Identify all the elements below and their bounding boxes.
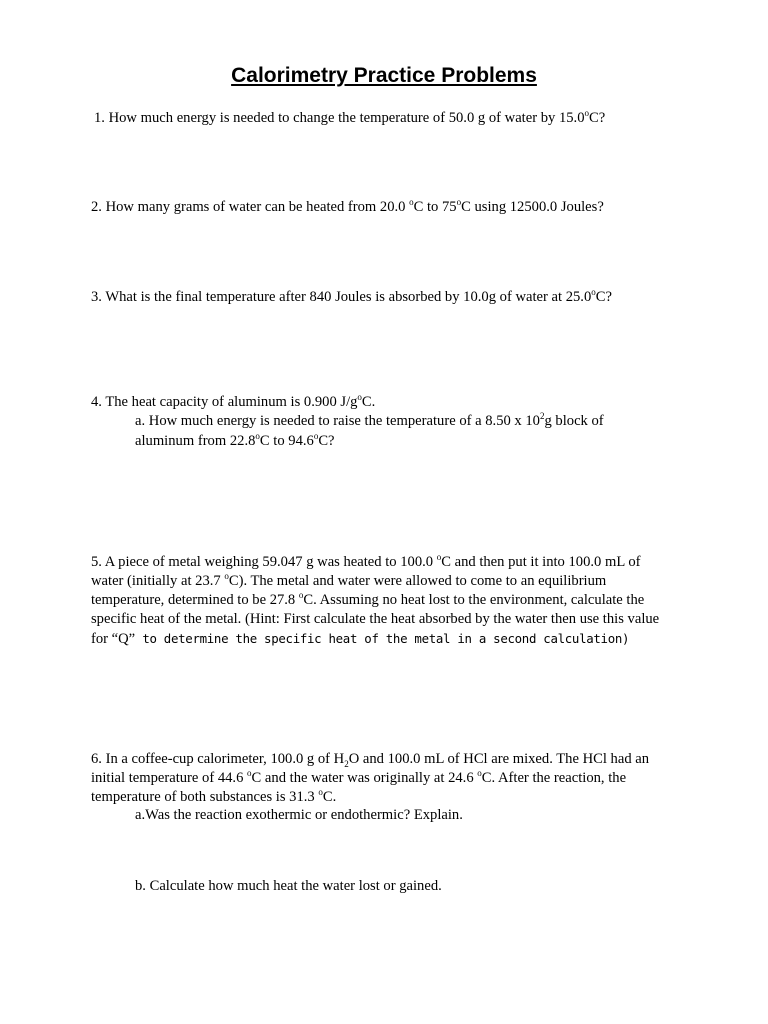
question-6a: a.Was the reaction exothermic or endothermic? Explain. [135, 807, 463, 823]
degree-mark: o [318, 787, 323, 798]
subscript-mark: 2 [344, 758, 349, 769]
question-2-text: C using 12500.0 Joules? [461, 199, 604, 215]
question-5-line-1 [91, 553, 768, 572]
question-6b: b. Calculate how much heat the water lost or gained. [135, 878, 442, 894]
question-2-text: C to 75 [413, 199, 457, 215]
question-6-text: temperature of both substances is 31.3 [91, 789, 319, 805]
question-3-text: C? [595, 289, 612, 305]
question-4a-line-1 [135, 412, 768, 431]
question-5-line-4: specific heat of the metal. (Hint: First calculate the heat absorbed by the water then use this value [91, 611, 660, 627]
question-5-text: water (initially at 23.7 [91, 573, 225, 589]
question-5-hint-text: to determine the specific heat of the metal in a second calculation) [135, 631, 630, 646]
question-4a-text: g block of [544, 413, 604, 429]
question-3-text: 3. What is the final temperature after 840 Joules is absorbed by 10.0g of water at 25.0 [91, 289, 592, 305]
degree-mark: o [247, 768, 252, 779]
question-6-line-3 [91, 788, 768, 807]
degree-mark: o [298, 590, 304, 601]
question-4a-text: C to 94.6 [259, 433, 314, 449]
question-4 [91, 393, 768, 412]
question-5-text: 5. A piece of metal weighing 59.047 g was heated to 100.0 [91, 554, 437, 570]
question-5-line-2 [91, 572, 768, 591]
exponent-mark: 2 [539, 411, 545, 422]
question-6-text: 6. In a coffee-cup calorimeter, 100.0 g of H [91, 751, 345, 767]
page-title: Calorimetry Practice Problems [231, 64, 537, 87]
question-6-text: C. After the reaction, the [481, 770, 627, 786]
question-4a-text: C? [318, 433, 335, 449]
degree-mark: o [591, 287, 596, 298]
degree-mark: o [255, 431, 260, 442]
question-6-line-1 [91, 750, 768, 769]
question-4a-text: a. How much energy is needed to raise the temperature of a 8.50 x 10 [135, 413, 540, 429]
question-6-text: C and the water was originally at 24.6 [251, 770, 478, 786]
degree-mark: o [313, 431, 319, 442]
degree-mark: o [584, 108, 589, 119]
question-4a-line-2 [135, 432, 768, 451]
question-1 [94, 109, 768, 128]
degree-mark: o [456, 197, 462, 208]
question-2-text: 2. How many grams of water can be heated from 20.0 [91, 199, 410, 215]
degree-mark: o [477, 768, 482, 779]
question-1-end: C? [589, 110, 606, 126]
question-6-text: initial temperature of 44.6 [91, 770, 248, 786]
question-5-text: C. Assuming no heat lost to the environment, calculate the [303, 592, 645, 608]
degree-mark: o [436, 552, 442, 563]
question-6-text: O and 100.0 mL of HCl are mixed. The HCl had an [348, 751, 650, 767]
question-5-text: for “Q” [91, 631, 136, 647]
question-4-text: 4. The heat capacity of aluminum is 0.900 J/g [91, 394, 358, 410]
degree-mark: o [357, 392, 362, 403]
question-6-line-2 [91, 769, 768, 788]
question-5-text: C). The metal and water were allowed to come to an equilibrium [228, 573, 607, 589]
question-4-text: C. [361, 394, 376, 410]
degree-mark: o [409, 197, 414, 208]
question-1-text: 1. How much energy is needed to change the temperature of 50.0 g of water by 15.0 [94, 110, 585, 126]
question-4a-text: aluminum from 22.8 [135, 433, 256, 449]
question-3 [91, 288, 768, 307]
degree-mark: o [224, 571, 229, 582]
question-2 [91, 198, 768, 217]
question-6-text: C. [322, 789, 337, 805]
question-5-line-5 [91, 629, 768, 649]
question-5-text: C and then put it into 100.0 mL of [441, 554, 641, 570]
question-5-line-3 [91, 591, 768, 610]
question-5-text: temperature, determined to be 27.8 [91, 592, 299, 608]
